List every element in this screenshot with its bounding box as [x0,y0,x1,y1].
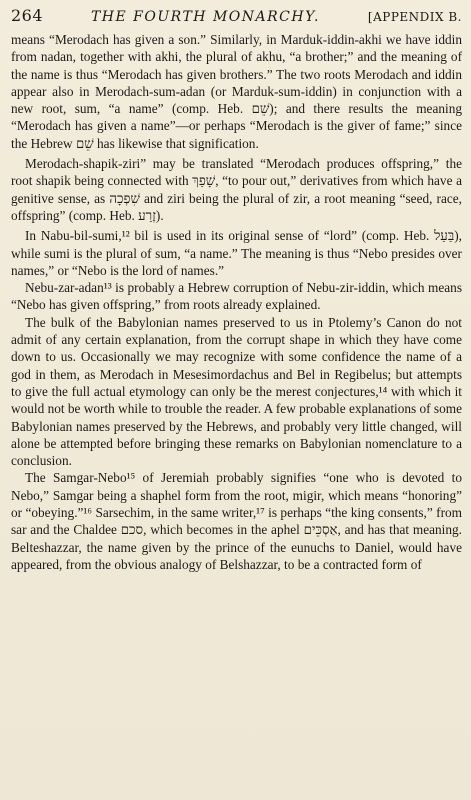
body-text [11,31,462,573]
running-header [11,6,462,27]
paragraph: The bulk of the Babylonian names preserved to us in Ptolemy’s Canon do not admit of any certain explanation, from the corrupt shape in which they have come down to us. Occasionally we may recognize with some confidence the name of a god in them, as Merodach in Mesesimordachus and Bel in Regibelus; but attempts to give the full actual etymology can only be the merest conjectures,¹⁴ with which it would not be worth while to trouble the reader. A few probable explanations of some Babylonian names preserved by the Hebrews, and probably very little changed, will alone be attempted before bringing these remarks on Babylonian nomenclature to a conclusion. [11,314,462,469]
paragraph: Merodach-shapik-ziri” may be translated “Merodach produces offspring,” the root shapik being connected with שָׁפַךְ, “to pour out,” derivatives from which have a genitive sense, as שִׁפְכָה and ziri being the plural of zir, a root meaning “seed, race, offspring” (comp. Heb. זֶרַע). [11,156,463,223]
paragraph: In Nabu-bil-sumi,¹² bil is used in its original sense of “lord” (comp. Heb. בַּעַל), while sumi is the plural of sum, “a name.” The meaning is thus “Nebo presides over names,” or “Nebo is the lord of names.” [11,228,462,278]
page-number: 264 [11,6,44,25]
running-title: THE FOURTH MONARCHY. [90,9,320,25]
section-label: [APPENDIX B. [367,10,462,24]
paragraph: Nebu-zar-adan¹³ is probably a Hebrew corruption of Nebu-zir-iddin, which means “Nebo has given offspring,” from roots already explained. [11,280,462,313]
paragraph: The Samgar-Nebo¹⁵ of Jeremiah probably signifies “one who is devoted to Nebo,” Samgar being a shaphel form from the root, migir, which means “honoring” or “obeying.”¹⁶ Sarsechim, in the same writer,¹⁷ is perhaps “the king consents,” from sar and the Chaldee סכם, which becomes in the aphel אַסְכֵּים, and has that meaning. Belteshazzar, the name given by the prince of the eunuchs to Daniel, would have appeared, from the obvious analogy of Belshazzar, to be a contracted form of [11,470,462,572]
paragraph: means “Merodach has given a son.” Similarly, in Marduk-iddin-akhi we have iddin from nadan, together with akhi, the plural of akhu, “a brother;” and the meaning of the name is thus “Merodach has given brothers.” The two roots Merodach and iddin appear also in Merodach-sum-adan (or Marduk-sum-iddin) in conjunction with a new root, sum, “a name” (comp. Heb. שֵׁם); and there results the meaning “Merodach has given a name”—or perhaps “Merodach is the giver of fame;” since the Hebrew שֵׁם has likewise that signification. [11,32,462,151]
